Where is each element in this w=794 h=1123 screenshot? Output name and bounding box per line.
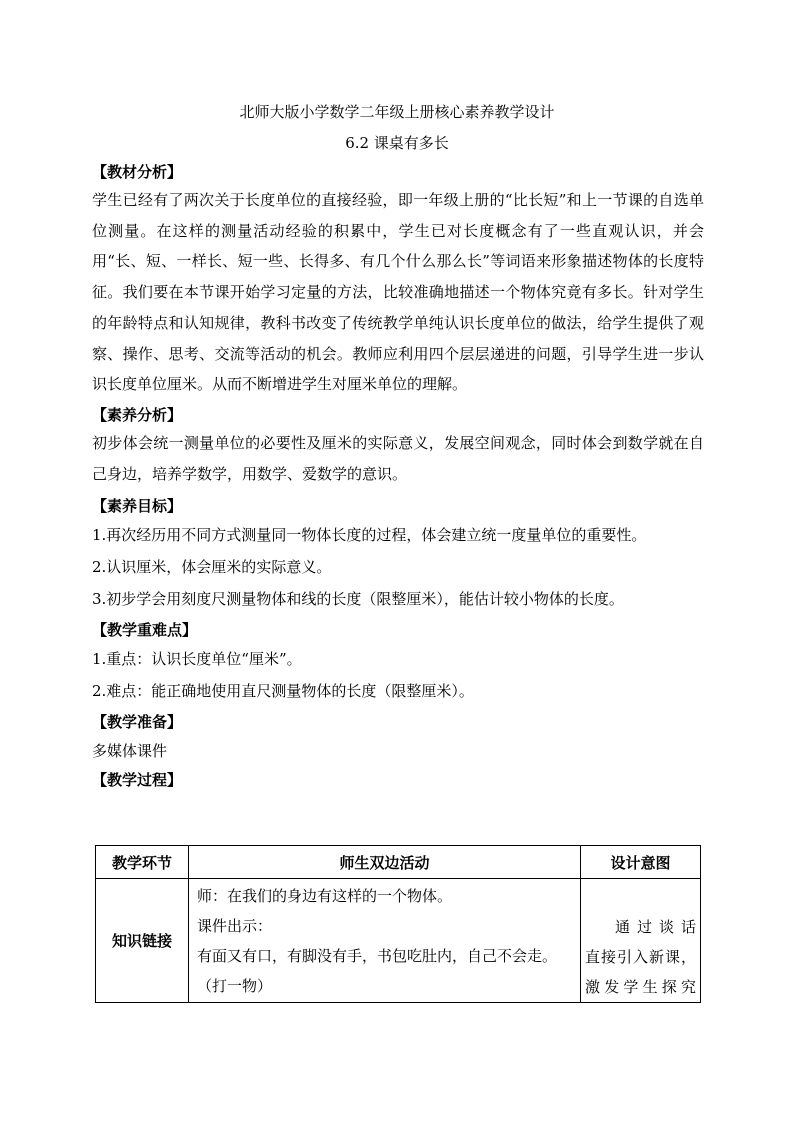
teaching-process-table <box>95 845 701 1003</box>
table-header-row <box>96 846 701 879</box>
key-point-item: 1.重点：认识长度单位“厘米”。 <box>92 650 302 669</box>
table-row <box>96 879 701 1003</box>
activities-cell <box>189 879 581 1003</box>
header-activities: 师生双边活动 <box>189 846 581 879</box>
activity-line: （打一物） <box>197 977 273 995</box>
intent-cell <box>581 879 701 1003</box>
intent-line: 激发学生探究 <box>585 978 696 996</box>
header-stage: 教学环节 <box>96 846 189 879</box>
activity-line: 课件出示： <box>197 917 273 935</box>
header-intent: 设计意图 <box>581 846 701 879</box>
activity-line: 有面又有口，有脚没有手，书包吃肚内，自己不会走。 <box>197 947 558 965</box>
lesson-subtitle: 6.2 课桌有多长 <box>345 134 449 152</box>
document-body <box>92 159 704 793</box>
literacy-goal-item: 1.再次经历用不同方式测量同一物体长度的过程，体会建立统一度量单位的重要性。 <box>92 526 647 545</box>
document-title: 北师大版小学数学二年级上册核心素养教学设计 <box>239 103 555 121</box>
literacy-goal-item: 3.初步学会用刻度尺测量物体和线的长度（限整厘米），能估计较小物体的长度。 <box>92 590 624 609</box>
key-points-heading: 【教学重难点】 <box>92 621 198 640</box>
literacy-goal-item: 2.认识厘米，体会厘米的实际意义。 <box>92 558 332 577</box>
intent-line: 直接引入新课， <box>585 948 696 966</box>
literacy-analysis-heading: 【素养分析】 <box>92 405 183 424</box>
textbook-analysis-heading: 【教材分析】 <box>92 163 183 181</box>
process-heading: 【教学过程】 <box>92 771 183 790</box>
stage-cell: 知识链接 <box>96 879 189 1003</box>
literacy-goals-heading: 【素养目标】 <box>92 497 183 516</box>
preparation-text: 多媒体课件 <box>92 742 168 761</box>
activity-line: 师：在我们的身边有这样的一个物体。 <box>197 887 453 905</box>
literacy-analysis-text: 初步体会统一测量单位的必要性及厘米的实际意义，发展空间观念，同时体会到数学就在自己身边，培养学数学，用数学、爱数学的意识。 <box>92 433 704 483</box>
textbook-analysis-text: 学生已经有了两次关于长度单位的直接经验，即一年级上册的“比长短”和上一节课的自选单位测量。在这样的测量活动经验的积累中，学生已对长度概念有了一些直观认识，并会用“长、短、一样长、短一些、长得多、有几个什么那么长”等词语来形象描述物体的长度特征。我们要在本节课开始学习定量的方法，比较准确地描述一个物体究竟有多长。针对学生的年龄特点和认知规律，教科书改变了传统教学单纯认识长度单位的做法，给学生提供了观察、操作、思考、交流等活动的机会。教师应利用四个层层递进的问题，引导学生进一步认识长度单位厘米。从而不断增进学生对厘米单位的理解。 <box>92 191 704 394</box>
preparation-heading: 【教学准备】 <box>92 713 183 732</box>
intent-line: 通过谈话 <box>615 918 696 936</box>
key-point-item: 2.难点：能正确地使用直尺测量物体的长度（限整厘米）。 <box>92 682 474 701</box>
